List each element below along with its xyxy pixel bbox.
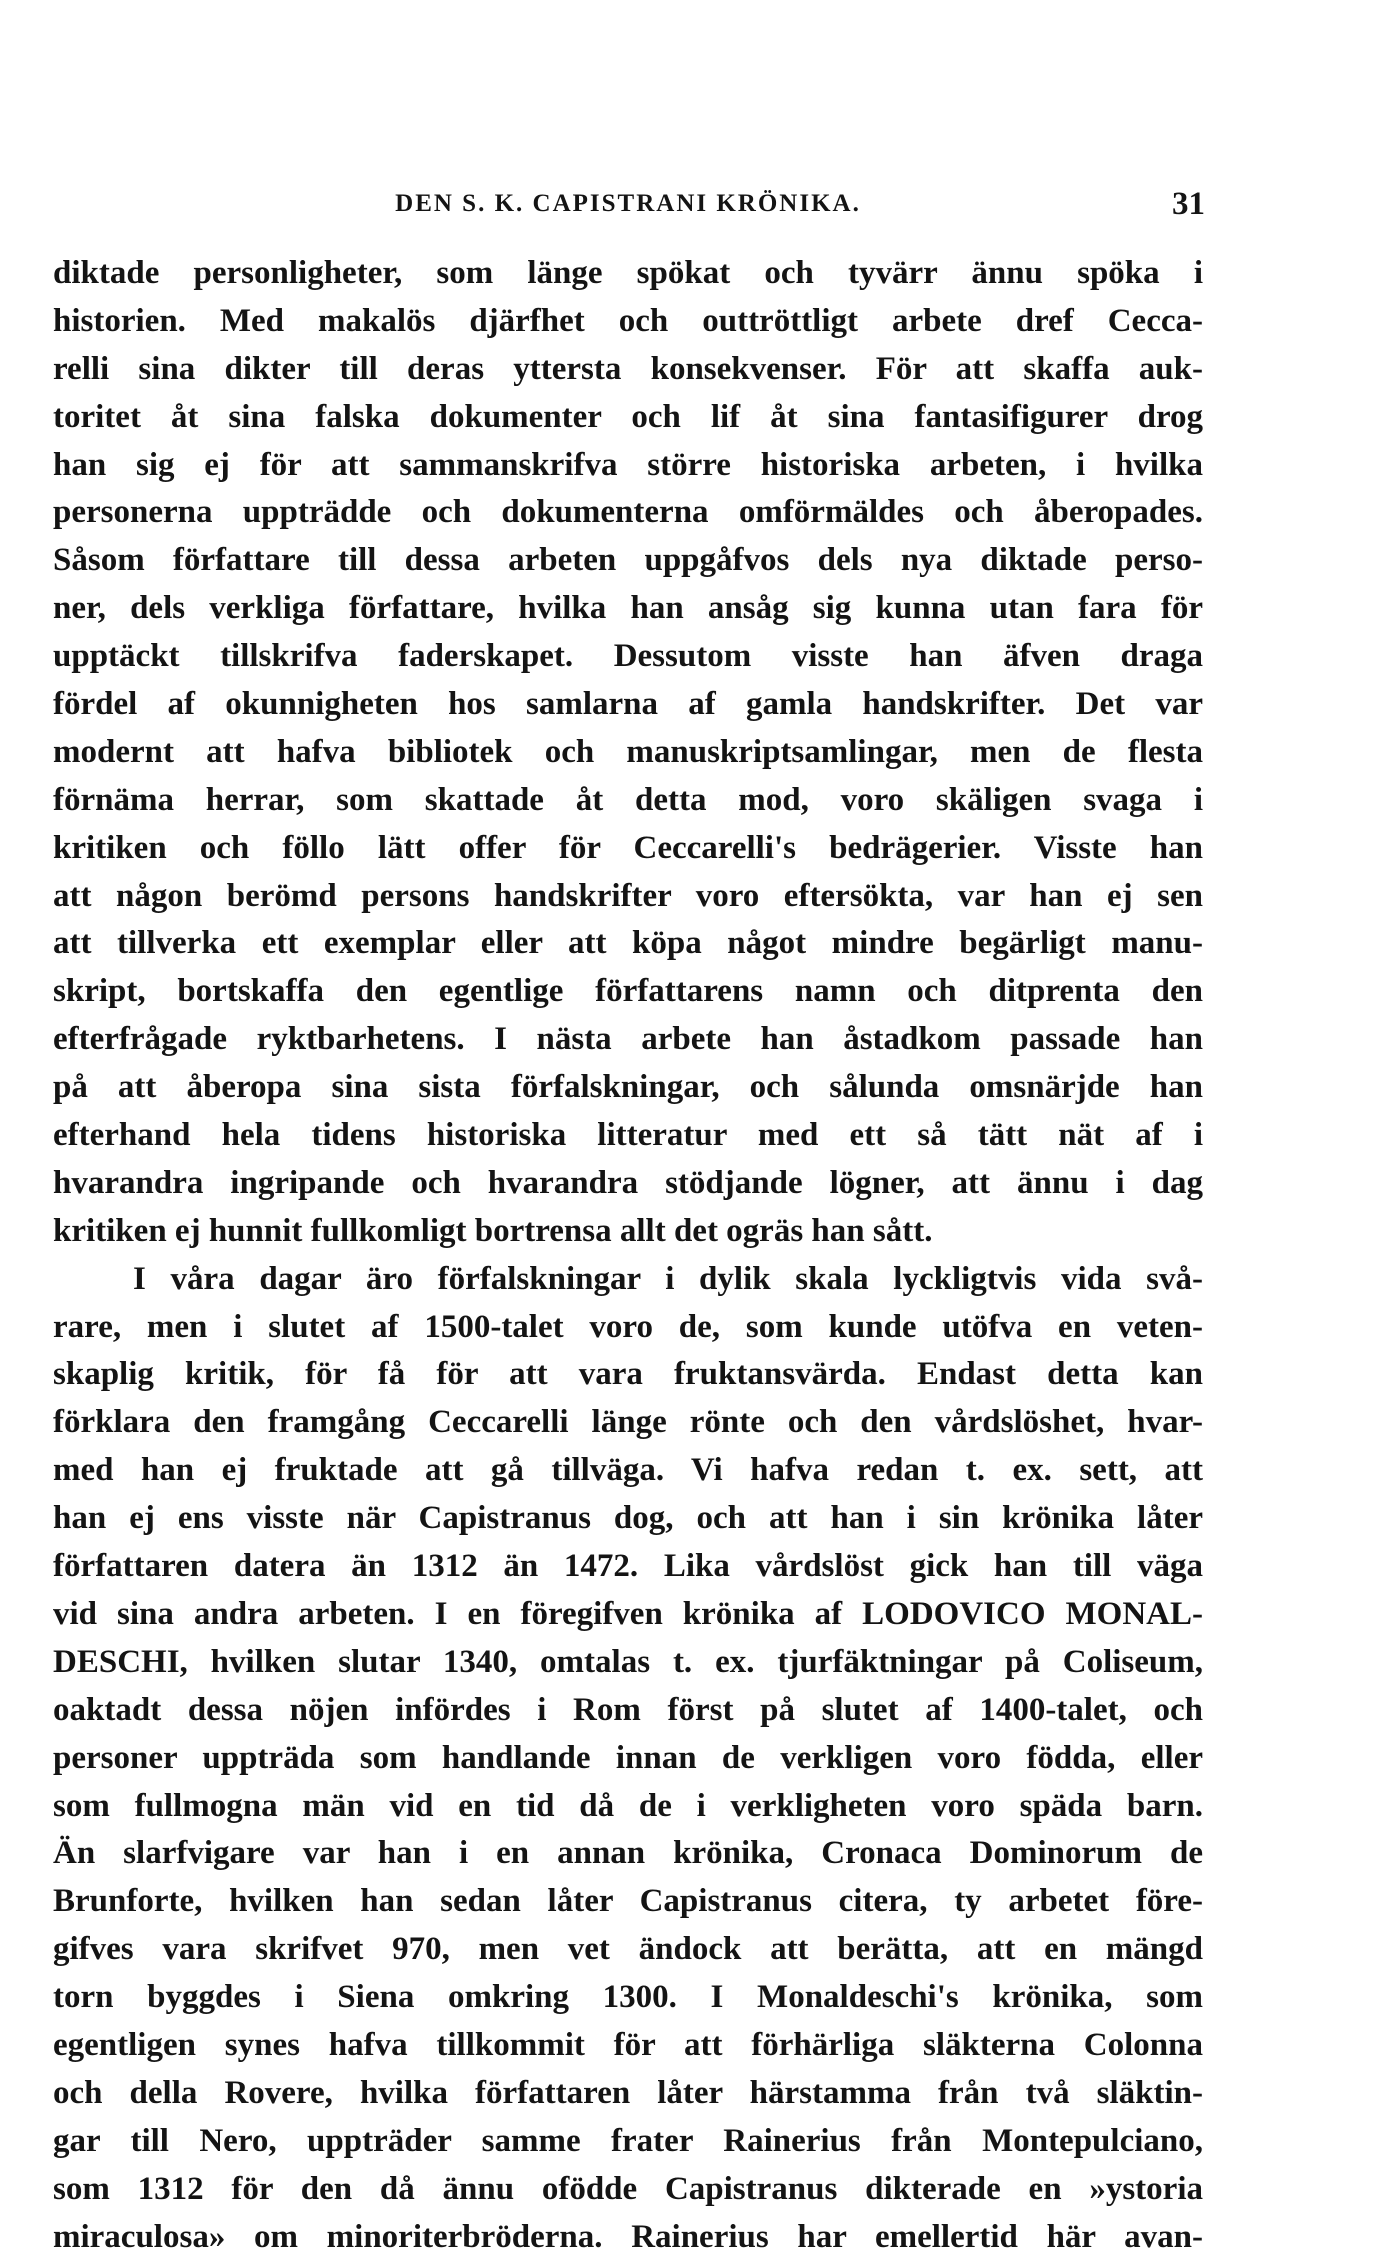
text-line: förklara den framgång Ceccarelli länge rönte och den vårdslöshet, hvar- [53, 1404, 1203, 1441]
text-line: rare, men i slutet af 1500-talet voro de, som kunde utöfva en veten- [53, 1308, 1203, 1345]
text-line: att tillverka ett exemplar eller att köpa något mindre begärligt manu- [53, 925, 1203, 962]
text-line: relli sina dikter till deras yttersta konsekvenser. För att skaffa auk- [53, 350, 1203, 387]
text-line: gifves vara skrifvet 970, men vet ändock att berätta, att en mängd [53, 1931, 1203, 1968]
page-number: 31 [1172, 186, 1205, 222]
text-line: han ej ens visste när Capistranus dog, och att han i sin krönika låter [53, 1500, 1203, 1537]
text-line: toritet åt sina falska dokumenter och lif åt sina fantasifigurer drog [53, 398, 1203, 435]
text-line: Såsom författare till dessa arbeten uppgåfvos dels nya diktade perso- [53, 542, 1203, 579]
text-line: som fullmogna män vid en tid då de i verkligheten voro späda barn. [53, 1787, 1203, 1824]
text-line: egentligen synes hafva tillkommit för att förhärliga släkterna Colonna [53, 2026, 1203, 2063]
running-head [53, 186, 1205, 230]
text-line: med han ej fruktade att gå tillväga. Vi hafva redan t. ex. sett, att [53, 1452, 1203, 1489]
text-line: DESCHI, hvilken slutar 1340, omtalas t. ex. tjurfäktningar på Coliseum, [53, 1643, 1203, 1680]
text-line: förnäma herrar, som skattade åt detta mod, voro skäligen svaga i [53, 781, 1203, 818]
text-line: hvarandra ingripande och hvarandra stödjande lögner, att ännu i dag [53, 1164, 1203, 1201]
text-line: miraculosa» om minoriterbröderna. Rainerius har emellertid här avan- [53, 2218, 1203, 2255]
text-line: personer uppträda som handlande innan de verkligen voro födda, eller [53, 1739, 1203, 1776]
text-line: efterfrågade ryktbarhetens. I nästa arbete han åstadkom passade han [53, 1021, 1203, 1058]
text-line: författaren datera än 1312 än 1472. Lika vårdslöst gick han till väga [53, 1548, 1203, 1585]
body-text [53, 250, 1203, 2261]
text-line: att någon berömd persons handskrifter voro eftersökta, var han ej sen [53, 877, 1203, 914]
text-line: modernt att hafva bibliotek och manuskriptsamlingar, men de flesta [53, 733, 1203, 770]
text-line: kritiken och föllo lätt offer för Ceccarelli's bedrägerier. Visste han [53, 829, 1203, 866]
text-line: efterhand hela tidens historiska litteratur med ett så tätt nät af i [53, 1117, 1203, 1154]
text-line: Än slarfvigare var han i en annan krönika, Cronaca Dominorum de [53, 1835, 1203, 1872]
text-line: och della Rovere, hvilka författaren låter härstamma från två släktin- [53, 2074, 1203, 2111]
text-line: Brunforte, hvilken han sedan låter Capistranus citera, ty arbetet före- [53, 1883, 1203, 1920]
text-line: skript, bortskaffa den egentlige författarens namn och ditprenta den [53, 973, 1203, 1010]
text-line: på att åberopa sina sista förfalskningar, och sålunda omsnärjde han [53, 1069, 1203, 1106]
text-line: vid sina andra arbeten. I en föregifven krönika af LODOVICO MONAL- [53, 1595, 1203, 1632]
text-line: torn byggdes i Siena omkring 1300. I Monaldeschi's krönika, som [53, 1979, 1203, 2016]
text-line: upptäckt tillskrifva faderskapet. Dessutom visste han äfven draga [53, 638, 1203, 675]
paragraph-end-line: kritiken ej hunnit fullkomligt bortrensa allt det ogräs han sått. [53, 1212, 933, 1249]
text-line: han sig ej för att sammanskrifva större historiska arbeten, i hvilka [53, 446, 1203, 483]
text-line: skaplig kritik, för få för att vara fruktansvärda. Endast detta kan [53, 1356, 1203, 1393]
text-line: ner, dels verkliga författare, hvilka han ansåg sig kunna utan fara för [53, 590, 1203, 627]
text-line: oaktadt dessa nöjen infördes i Rom först på slutet af 1400-talet, och [53, 1691, 1203, 1728]
text-line: historien. Med makalös djärfhet och outtröttligt arbete dref Cecca- [53, 302, 1203, 339]
text-line: personerna uppträdde och dokumenterna omförmäldes och åberopades. [53, 494, 1203, 531]
text-line: gar till Nero, uppträder samme frater Rainerius från Montepulciano, [53, 2122, 1203, 2159]
text-line: diktade personligheter, som länge spökat och tyvärr ännu spöka i [53, 255, 1203, 291]
text-line: som 1312 för den då ännu ofödde Capistranus dikterade en »ystoria [53, 2170, 1203, 2207]
text-line: fördel af okunnigheten hos samlarna af gamla handskrifter. Det var [53, 686, 1203, 723]
text-line: I våra dagar äro förfalskningar i dylik skala lyckligtvis vida svå- [133, 1260, 1203, 1297]
running-title: DEN S. K. CAPISTRANI KRÖNIKA. [395, 190, 861, 217]
